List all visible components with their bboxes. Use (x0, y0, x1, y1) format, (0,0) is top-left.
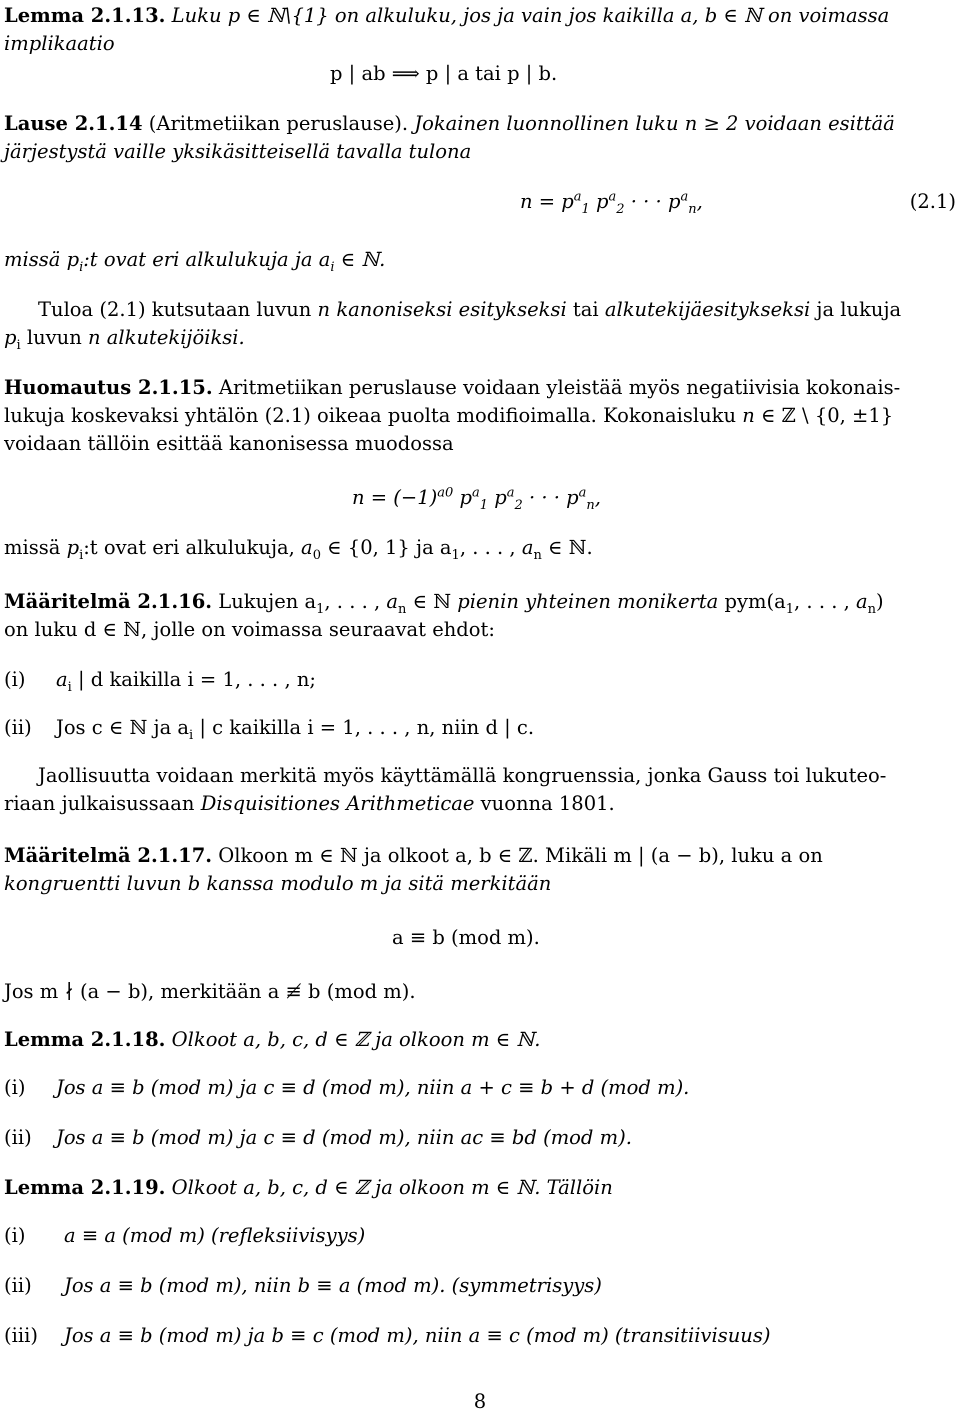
huomautus-2-1-15: Huomautus 2.1.15. Aritmetiikan peruslause voidaan yleistää myös negatiivisia kokonais- lukuja koskevaksi yhtälön (2.1) oikeaa puolta modifioimalla. Kokonaisluku n ∈ ℤ \ {0, ±1} voidaan tällöin esittää kanonisessa muodossa (4, 376, 901, 455)
lemma-statement: Luku p ∈ ℕ\{1} on alkuluku, jos ja vain jos kaikilla a, b ∈ ℕ on voimassa (171, 4, 890, 27)
lemma-label: Lemma 2.1.19. (4, 1176, 166, 1199)
canonical-formula: $n = p^a_1$ $p^a_2$ · · · $p^a_n$, (520, 189, 703, 217)
equation-number: (2.1) (909, 190, 956, 213)
maaritelma-label: Määritelmä 2.1.16. (4, 590, 213, 613)
tuloa-paragraph: Tuloa (2.1) kutsutaan luvun n kanoniseksi esitykseksi tai alkutekijäesitykseksi ja lukuja $p_i$ luvun n alkutekijöiksi. (4, 298, 902, 353)
lemma-2-1-19-item-iii: (iii) Jos a ≡ b (mod m) ja b ≡ c (mod m), niin a ≡ c (mod m) (transitiivisuus) (4, 1324, 771, 1347)
definition-item-i: (i) $a_i$ | d kaikilla i = 1, . . . , n; (4, 668, 316, 695)
lause-title: (Aritmetiikan peruslause). (148, 112, 409, 135)
definition-item-ii: (ii) Jos c ∈ ℕ ja $a_i$ | c kaikilla i = 1, . . . , n, niin d | c. (4, 716, 535, 743)
gauss-paragraph: Jaollisuutta voidaan merkitä myös käyttämällä kongruenssia, jonka Gauss toi lukuteo- riaan julkaisussaan Disquisitiones Arithmeticae vuonna 1801. (4, 764, 887, 815)
lemma-2-1-18: Lemma 2.1.18. Olkoot a, b, c, d ∈ ℤ ja olkoon m ∈ ℕ. (4, 1028, 541, 1051)
maaritelma-2-1-17: Määritelmä 2.1.17. Olkoon m ∈ ℕ ja olkoot a, b ∈ ℤ. Mikäli m | (a − b), luku a on kongruentti luvun b kanssa modulo m ja sitä merkitään (4, 844, 823, 895)
lemma-2-1-19: Lemma 2.1.19. Olkoot a, b, c, d ∈ ℤ ja olkoon m ∈ ℕ. Tällöin (4, 1176, 613, 1199)
signed-canonical-formula: $n = (-1)^{a0}$ $p^a_1$ $p^a_2$ · · · $p^a_n$, (352, 485, 601, 513)
lemma-2-1-19-item-i: (i) a ≡ a (mod m) (refleksiivisyys) (4, 1224, 366, 1247)
lemma-label: Lemma 2.1.18. (4, 1028, 166, 1051)
congruence-formula: a ≡ b (mod m). (392, 926, 540, 949)
page-number: 8 (473, 1390, 487, 1413)
lemma-label: Lemma 2.1.13. (4, 4, 166, 27)
huomautus-label: Huomautus 2.1.15. (4, 376, 213, 399)
lause-where-clause: missä $p_i:t$ ovat eri alkulukuja ja $a_i$ ∈ ℕ. (4, 248, 386, 275)
publication-title: Disquisitiones Arithmeticae (200, 792, 475, 815)
lemma-statement-cont: implikaatio (4, 32, 115, 55)
lemma-2-1-18-item-ii: (ii) Jos a ≡ b (mod m) ja c ≡ d (mod m), niin ac ≡ bd (mod m). (4, 1126, 632, 1149)
lemma-2-1-18-item-i: (i) Jos a ≡ b (mod m) ja c ≡ d (mod m), niin a + c ≡ b + d (mod m). (4, 1076, 690, 1099)
implication-formula: p | ab ⟹ p | a tai p | b. (330, 62, 558, 85)
maaritelma-label: Määritelmä 2.1.17. (4, 844, 213, 867)
lause-label: Lause 2.1.14 (4, 112, 143, 135)
non-congruence-sentence: Jos m ∤ (a − b), merkitään a ≢ b (mod m). (4, 980, 416, 1003)
lause-2-1-14 (4, 110, 956, 166)
lemma-2-1-19-item-ii: (ii) Jos a ≡ b (mod m), niin b ≡ a (mod m). (symmetrisyys) (4, 1274, 602, 1297)
lause-statement-cont: järjestystä vaille yksikäsitteisellä tavalla tulona (4, 140, 472, 163)
maaritelma-2-1-16: Määritelmä 2.1.16. Lukujen $a_1$, . . . , $a_n$ ∈ ℕ pienin yhteinen monikerta $pym(a_1$, . . . , $a_n$) on luku d ∈ ℕ, jolle on voimassa seuraavat ehdot: (4, 590, 884, 641)
lemma-2-1-13 (4, 2, 956, 58)
huomautus-where-clause: missä $p_i:t$ ovat eri alkulukuja, $a_0$ ∈ {0, 1} ja $a_1$, . . . , $a_n$ ∈ ℕ. (4, 536, 593, 563)
lause-statement: Jokainen luonnollinen luku n ≥ 2 voidaan esittää (414, 112, 895, 135)
